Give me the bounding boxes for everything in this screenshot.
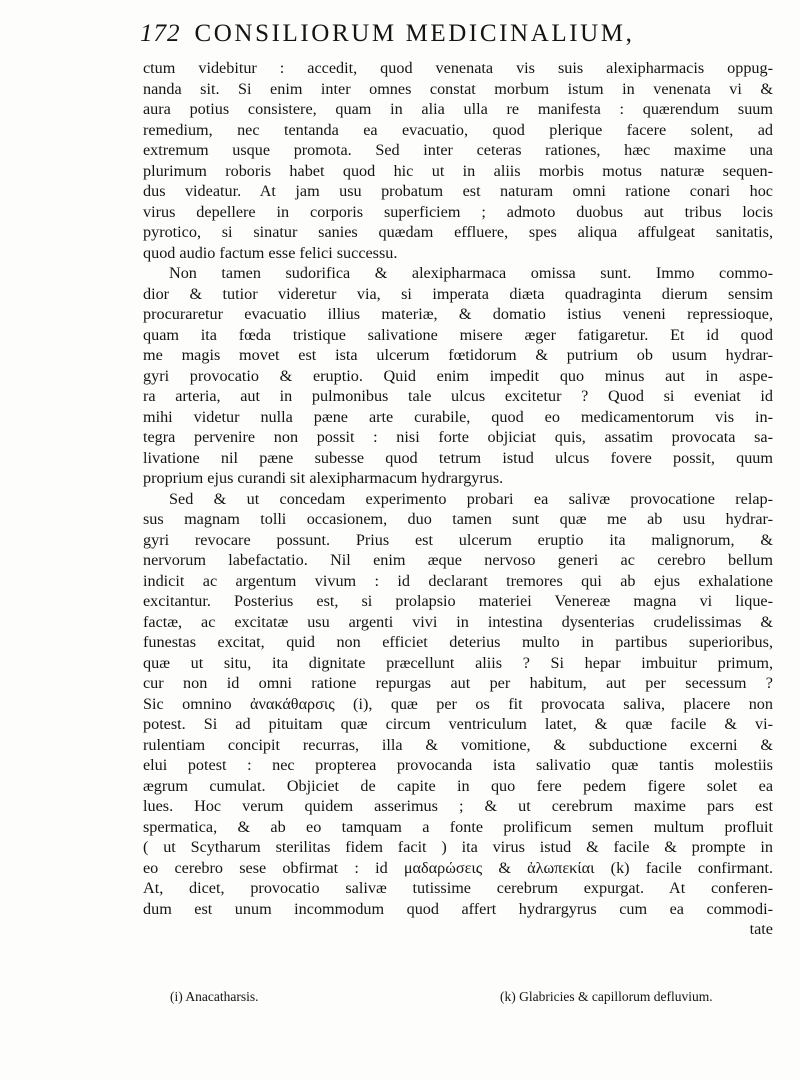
footnotes xyxy=(170,988,790,1036)
text-line: ctum videbitur : accedit, quod venenata vis suis alexipharmacis oppug- xyxy=(143,59,773,77)
text-line: tegra pervenire non possit : nisi forte objiciat quis, assatim provocata sa- xyxy=(143,428,773,446)
text-line: plurimum roboris habet quod hic ut in aliis morbis motus naturæ sequen- xyxy=(143,161,773,180)
text-line: mihi videtur nulla pæne arte curabile, quod eo medicamentorum vis in- xyxy=(143,407,773,426)
text-line: nanda sit. Si enim inter omnes constat morbum istum in venenata vi & xyxy=(143,79,773,98)
text-line: dus videatur. At jam usu probatum est naturam omni ratione conari hoc xyxy=(143,182,773,200)
text-line: potest. Si ad pituitam quæ circum ventriculum latet, & quæ facile & vi- xyxy=(143,715,773,733)
text-line: eo cerebro sese obfirmat : id μαδαρώσεις & ἀλωπεκίαι (k) facile confirmant. xyxy=(143,858,773,877)
text-line: virus depellere in corporis superficiem ; admoto duobus aut tribus locis xyxy=(143,202,773,221)
text-line: excitantur. Posterius est, si prolapsio materiei Venereæ magna vi lique- xyxy=(143,592,773,610)
text-line: gyri provocatio & eruptio. Quid enim impedit quo minus aut in aspe- xyxy=(143,366,773,385)
text-line: aura potius consistere, quam in alia ulla re manifesta : quærendum suum xyxy=(143,100,773,118)
text-line: sus magnam tolli occasionem, duo tamen sunt quæ me ab usu hydrar- xyxy=(143,510,773,528)
text-line: ra arteria, aut in pulmonibus tale ulcus excitetur ? Quod si eveniat id xyxy=(143,387,773,405)
text-line: pyrotico, si sinatur sanies quædam effluere, spes aliqua affulgeat sanitatis, xyxy=(143,223,773,241)
text-line: dum est unum incommodum quod affert hydrargyrus cum ea commodi- xyxy=(143,899,773,918)
page-header xyxy=(140,20,780,56)
text-line: funestas excitat, quid non efficiet deterius multo in partibus superioribus, xyxy=(143,633,773,651)
page-number: 172 xyxy=(140,20,181,47)
text-line: extremum usque promota. Sed inter ceteras rationes, hæc maxime una xyxy=(143,141,773,159)
text-line: ægrum cumulat. Objiciet de capite in quo fere pedem figere solet ea xyxy=(143,776,773,795)
text-line: proprium ejus curandi sit alexipharmacum hydrargyrus. xyxy=(143,469,504,487)
text-line: cur non id omni ratione repurgas aut per habitum, aut per secessum ? xyxy=(143,674,773,692)
paragraph-start-line: Non tamen sudorifica & alexipharmaca omissa sunt. Immo commo- xyxy=(169,264,773,282)
text-line: factæ, ac excitatæ usu argenti vivi in intestina dysenterias crudelissimas & xyxy=(143,612,773,631)
text-line: quod audio factum esse felici successu. xyxy=(143,243,398,262)
text-line: spermatica, & ab eo tamquam a fonte prolificum semen multum profluit xyxy=(143,817,773,836)
text-line: At, dicet, provocatio salivæ tutissime cerebrum expurgat. At conferen- xyxy=(143,879,773,897)
text-line: lues. Hoc verum quidem asserimus ; & ut cerebrum maxime pars est xyxy=(143,797,773,815)
catchword: tate xyxy=(749,920,773,938)
text-line: quæ ut situ, ita dignitate præcellunt aliis ? Si hepar imbuitur primum, xyxy=(143,653,773,672)
text-line: Sic omnino ἀνακάθαρσις (i), quæ per os fit provocata saliva, placere non xyxy=(143,694,773,713)
text-line: livatione nil pæne subesse quod tetrum istud ulcus fovere possit, quum xyxy=(143,448,773,467)
running-title: CONSILIORUM MEDICINALIUM, xyxy=(194,20,635,47)
text-line: remedium, nec tentanda ea evacuatio, quod plerique facere solent, ad xyxy=(143,120,773,139)
text-line: elui potest : nec propterea provocanda ista salivatio quæ tantis molestiis xyxy=(143,756,773,774)
text-line: quam ita fœda tristique salivatione misere æger fatigaretur. Et id quod xyxy=(143,325,773,344)
text-line: nervorum labefactatio. Nil enim æque nervoso generi ac cerebro bellum xyxy=(143,551,773,569)
body-text xyxy=(143,58,773,940)
text-line: dior & tutior videretur via, si imperata diæta quadraginta dierum sensim xyxy=(143,284,773,303)
footnote-i: (i) Anacatharsis. xyxy=(170,989,259,1004)
text-line: indicit ac argentum vivum : id declarant tremores qui ab ejus exhalatione xyxy=(143,571,773,590)
text-line: gyri revocare possunt. Prius est ulcerum eruptio ita malignorum, & xyxy=(143,530,773,549)
footnote-k: (k) Glabricies & capillorum defluvium. xyxy=(500,989,713,1004)
text-line: rulentiam concipit recurras, illa & vomitione, & subductione excerni & xyxy=(143,735,773,754)
paragraph-start-line: Sed & ut concedam experimento probari ea salivæ provocatione relap- xyxy=(169,489,773,508)
text-line: ( ut Scytharum sterilitas fidem facit ) ita virus istud & facile & prompte in xyxy=(143,838,773,856)
text-line: procuraretur evacuatio illius materiæ, & domatio istius veneni repressioque, xyxy=(143,305,773,323)
text-line: me magis movet est ista ulcerum fœtidorum & putrium ob usum hydrar- xyxy=(143,346,773,364)
